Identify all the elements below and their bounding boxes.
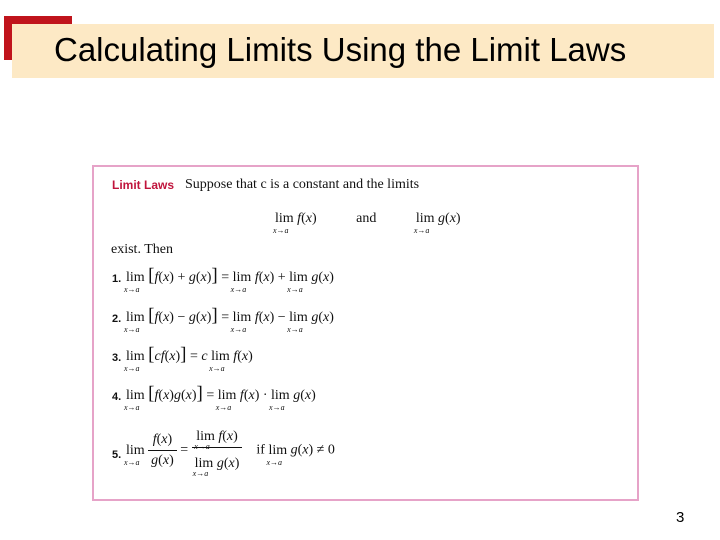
condition-if: if [256,442,265,458]
law-number: 1. [112,273,122,285]
law-5-quotient: lim x→a $\frac{f(x)}{g(x)}$ = lim x→a f(x) lim x→a g(x) if lim x→a g(x) ≠ 0 [124,429,335,478]
law-number: 4. [112,391,122,403]
limit-laws-box [92,165,639,501]
page-number: 3 [676,509,685,526]
law-number: 5. [112,449,122,461]
given-limits: lim x→a f(x) and lim x→a g(x) [273,211,461,235]
limit-laws-label: Limit Laws [112,178,175,192]
law-2-difference: lim x→a [f(x) − g(x)] = lim x→a f(x) − lim x→a g(x) [124,305,334,334]
slide-title: Calculating Limits Using the Limit Laws [54,31,627,68]
and-word: and [356,211,377,226]
law-3-constant-multiple: lim x→a [cf(x)] = c lim x→a f(x) [124,344,253,373]
exist-then-text: exist. Then [111,242,173,257]
law-1-sum: lim x→a [f(x) + g(x)] = lim x→a f(x) + lim x→a g(x) [124,265,334,294]
law-4-product: lim x→a [f(x)g(x)] = lim x→a f(x) · lim x→a g(x) [124,383,316,412]
law-number: 2. [112,313,122,325]
law-number: 3. [112,352,122,364]
limit-laws-intro: Suppose that c is a constant and the limits [185,177,420,192]
